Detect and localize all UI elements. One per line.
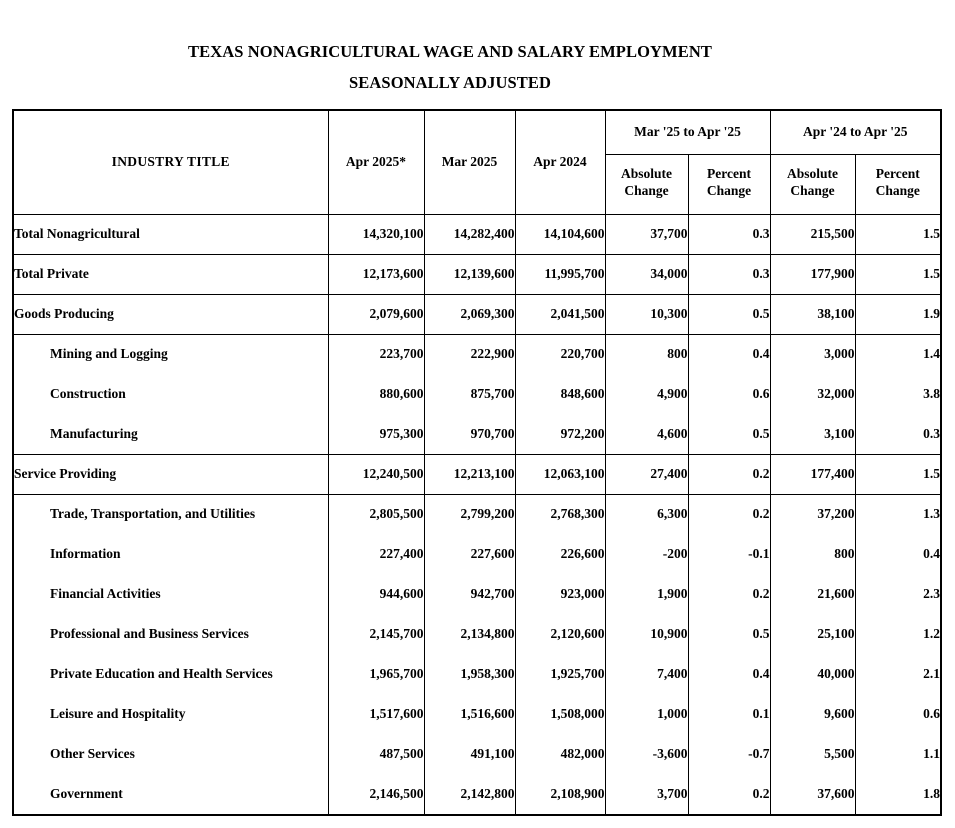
cell-absolute-change-year: 21,600: [770, 574, 855, 614]
table-header: [14, 111, 940, 214]
cell-absolute-change-month: 34,000: [605, 254, 688, 294]
cell-apr-2024: 923,000: [515, 574, 605, 614]
cell-percent-change-year: 1.4: [855, 334, 940, 374]
cell-apr-2025: 880,600: [328, 374, 424, 414]
table-row: [14, 614, 940, 654]
cell-apr-2024: 482,000: [515, 734, 605, 774]
cell-apr-2024: 12,063,100: [515, 454, 605, 494]
cell-percent-change-month: 0.5: [688, 414, 770, 454]
cell-apr-2025: 223,700: [328, 334, 424, 374]
table-row: [14, 774, 940, 814]
cell-absolute-change-month: 10,900: [605, 614, 688, 654]
row-label-industry: Manufacturing: [14, 414, 328, 454]
page-title: TEXAS NONAGRICULTURAL WAGE AND SALARY EMPLOYMENT: [188, 42, 712, 61]
cell-absolute-change-year: 3,000: [770, 334, 855, 374]
cell-mar-2025: 491,100: [424, 734, 515, 774]
cell-percent-change-month: 0.5: [688, 294, 770, 334]
cell-percent-change-year: 1.3: [855, 494, 940, 534]
table-row: [14, 454, 940, 494]
document-title-block: [0, 44, 900, 91]
cell-apr-2024: 2,041,500: [515, 294, 605, 334]
cell-mar-2025: 942,700: [424, 574, 515, 614]
row-label-industry: Mining and Logging: [50, 346, 168, 362]
row-label-industry: Total Private: [14, 254, 328, 294]
table-row: [14, 294, 940, 334]
cell-mar-2025: 14,282,400: [424, 214, 515, 254]
cell-mar-2025: 2,134,800: [424, 614, 515, 654]
table-row: [14, 334, 940, 374]
cell-absolute-change-month: 800: [605, 334, 688, 374]
row-label-industry: Other Services: [50, 746, 135, 761]
cell-percent-change-month: 0.2: [688, 494, 770, 534]
cell-absolute-change-year: 37,600: [770, 774, 855, 814]
cell-apr-2025: 2,145,700: [328, 614, 424, 654]
cell-absolute-change-year: 177,900: [770, 254, 855, 294]
cell-apr-2025: 2,146,500: [328, 774, 424, 814]
cell-absolute-change-year: 5,500: [770, 734, 855, 774]
cell-absolute-change-month: 10,300: [605, 294, 688, 334]
cell-percent-change-year: 0.4: [855, 534, 940, 574]
cell-absolute-change-month: 4,600: [605, 414, 688, 454]
cell-apr-2025: 487,500: [328, 734, 424, 774]
cell-absolute-change-month: 7,400: [605, 654, 688, 694]
cell-apr-2025: 975,300: [328, 414, 424, 454]
column-header-industry-title: INDUSTRY TITLE: [14, 111, 328, 214]
cell-apr-2025: 14,320,100: [328, 214, 424, 254]
row-label-industry: Professional and Business Services: [50, 626, 249, 641]
cell-mar-2025: 1,958,300: [424, 654, 515, 694]
column-header-apr-2024: Apr 2024: [515, 111, 605, 214]
cell-mar-2025: 227,600: [424, 534, 515, 574]
table-row: [14, 214, 940, 254]
cell-mar-2025: 222,900: [424, 334, 515, 374]
abs-change-month-line2: Change: [624, 183, 669, 198]
cell-apr-2025: 2,079,600: [328, 294, 424, 334]
cell-absolute-change-year: 177,400: [770, 454, 855, 494]
table-row: [14, 534, 940, 574]
cell-percent-change-year: 0.6: [855, 694, 940, 734]
column-header-absolute-change-month: [605, 154, 688, 214]
cell-apr-2024: 11,995,700: [515, 254, 605, 294]
cell-percent-change-year: 1.8: [855, 774, 940, 814]
cell-percent-change-year: 2.1: [855, 654, 940, 694]
cell-apr-2025: 1,965,700: [328, 654, 424, 694]
column-header-apr-2025: Apr 2025*: [328, 111, 424, 214]
column-header-mar-2025: Mar 2025: [424, 111, 515, 214]
row-label-industry: Leisure and Hospitality: [50, 706, 186, 721]
column-group-header-year-change: Apr '24 to Apr '25: [770, 111, 940, 154]
cell-absolute-change-year: 37,200: [770, 494, 855, 534]
cell-absolute-change-month: 1,000: [605, 694, 688, 734]
cell-absolute-change-year: 800: [770, 534, 855, 574]
row-label-industry: Trade, Transportation, and Utilities: [50, 506, 256, 522]
cell-absolute-change-month: -200: [605, 534, 688, 574]
cell-absolute-change-month: 3,700: [605, 774, 688, 814]
cell-mar-2025: 12,213,100: [424, 454, 515, 494]
cell-absolute-change-year: 32,000: [770, 374, 855, 414]
table-row: [14, 374, 940, 414]
cell-percent-change-year: 2.3: [855, 574, 940, 614]
column-header-percent-change-month: [688, 154, 770, 214]
row-label-industry: Private Education and Health Services: [50, 666, 273, 681]
cell-absolute-change-year: 25,100: [770, 614, 855, 654]
cell-mar-2025: 970,700: [424, 414, 515, 454]
cell-percent-change-month: -0.1: [688, 534, 770, 574]
cell-percent-change-month: 0.1: [688, 694, 770, 734]
cell-percent-change-month: 0.4: [688, 334, 770, 374]
cell-percent-change-month: 0.3: [688, 254, 770, 294]
cell-percent-change-year: 3.8: [855, 374, 940, 414]
cell-percent-change-year: 1.5: [855, 454, 940, 494]
cell-apr-2024: 14,104,600: [515, 214, 605, 254]
cell-apr-2024: 1,925,700: [515, 654, 605, 694]
cell-apr-2024: 220,700: [515, 334, 605, 374]
cell-percent-change-year: 1.2: [855, 614, 940, 654]
cell-apr-2025: 12,173,600: [328, 254, 424, 294]
row-label-industry: Construction: [50, 386, 126, 401]
cell-apr-2025: 227,400: [328, 534, 424, 574]
pct-change-year-line2: Change: [875, 183, 920, 198]
row-label-industry: Financial Activities: [50, 586, 161, 601]
pct-change-month-line1: Percent: [707, 166, 751, 182]
abs-change-year-line2: Change: [790, 183, 835, 198]
column-header-percent-change-year: [855, 154, 940, 214]
cell-absolute-change-year: 40,000: [770, 654, 855, 694]
abs-change-month-line1: Absolute: [620, 166, 672, 182]
row-label-industry: Goods Producing: [14, 294, 328, 334]
cell-absolute-change-month: -3,600: [605, 734, 688, 774]
cell-apr-2024: 2,108,900: [515, 774, 605, 814]
table-row: [14, 254, 940, 294]
page-subtitle: SEASONALLY ADJUSTED: [349, 72, 551, 92]
cell-absolute-change-month: 27,400: [605, 454, 688, 494]
cell-mar-2025: 2,799,200: [424, 494, 515, 534]
table-row: [14, 494, 940, 534]
cell-absolute-change-year: 215,500: [770, 214, 855, 254]
cell-apr-2024: 848,600: [515, 374, 605, 414]
table-body: [14, 214, 940, 814]
column-group-header-month-change: Mar '25 to Apr '25: [605, 111, 770, 154]
cell-percent-change-year: 1.1: [855, 734, 940, 774]
cell-apr-2025: 2,805,500: [328, 494, 424, 534]
row-label-industry: Total Nonagricultural: [14, 214, 328, 254]
pct-change-year-line1: Percent: [875, 166, 920, 182]
cell-percent-change-year: 1.5: [855, 254, 940, 294]
table-row: [14, 414, 940, 454]
cell-mar-2025: 1,516,600: [424, 694, 515, 734]
cell-absolute-change-month: 37,700: [605, 214, 688, 254]
abs-change-year-line1: Absolute: [786, 166, 838, 182]
column-header-absolute-change-year: [770, 154, 855, 214]
cell-percent-change-month: 0.2: [688, 454, 770, 494]
cell-mar-2025: 2,142,800: [424, 774, 515, 814]
table-row: [14, 574, 940, 614]
table-row: [14, 694, 940, 734]
cell-absolute-change-year: 9,600: [770, 694, 855, 734]
cell-percent-change-month: 0.6: [688, 374, 770, 414]
row-label-industry: Service Providing: [14, 454, 328, 494]
pct-change-month-line2: Change: [706, 183, 752, 198]
employment-table: [14, 111, 940, 814]
cell-percent-change-month: 0.2: [688, 574, 770, 614]
table-row: [14, 654, 940, 694]
row-label-industry: Government: [50, 786, 123, 801]
cell-percent-change-year: 0.3: [855, 414, 940, 454]
cell-mar-2025: 875,700: [424, 374, 515, 414]
cell-absolute-change-month: 4,900: [605, 374, 688, 414]
cell-apr-2024: 1,508,000: [515, 694, 605, 734]
row-label-industry: Information: [50, 546, 121, 561]
cell-apr-2025: 944,600: [328, 574, 424, 614]
cell-apr-2024: 2,768,300: [515, 494, 605, 534]
cell-apr-2024: 972,200: [515, 414, 605, 454]
cell-mar-2025: 12,139,600: [424, 254, 515, 294]
cell-percent-change-month: 0.3: [688, 214, 770, 254]
header-row-groups: [14, 111, 940, 154]
cell-mar-2025: 2,069,300: [424, 294, 515, 334]
cell-percent-change-month: 0.2: [688, 774, 770, 814]
cell-absolute-change-month: 1,900: [605, 574, 688, 614]
table-row: [14, 734, 940, 774]
cell-apr-2024: 226,600: [515, 534, 605, 574]
cell-apr-2025: 12,240,500: [328, 454, 424, 494]
cell-absolute-change-month: 6,300: [605, 494, 688, 534]
employment-table-container: [12, 109, 942, 816]
cell-percent-change-month: -0.7: [688, 734, 770, 774]
cell-percent-change-month: 0.5: [688, 614, 770, 654]
cell-percent-change-month: 0.4: [688, 654, 770, 694]
cell-apr-2024: 2,120,600: [515, 614, 605, 654]
cell-percent-change-year: 1.9: [855, 294, 940, 334]
cell-percent-change-year: 1.5: [855, 214, 940, 254]
cell-apr-2025: 1,517,600: [328, 694, 424, 734]
cell-absolute-change-year: 38,100: [770, 294, 855, 334]
cell-absolute-change-year: 3,100: [770, 414, 855, 454]
